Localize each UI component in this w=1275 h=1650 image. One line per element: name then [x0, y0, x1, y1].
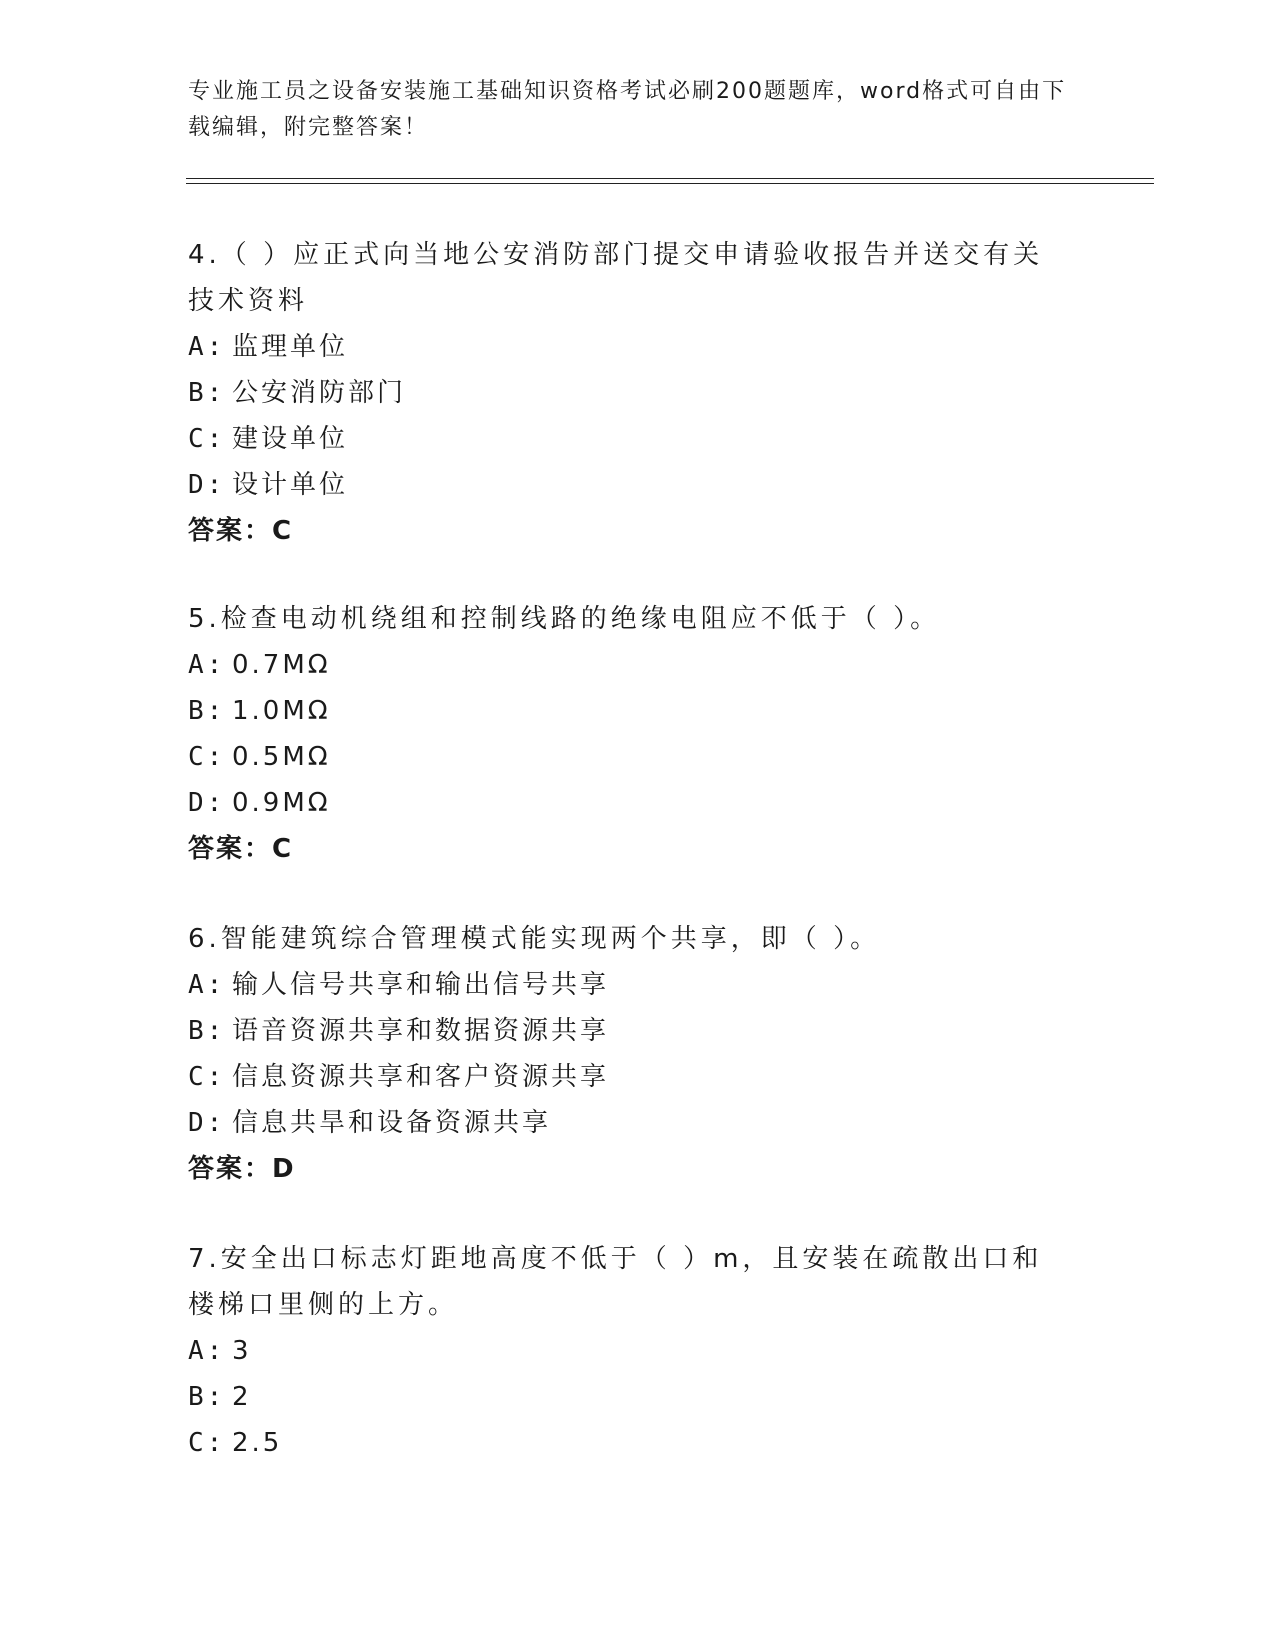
option-text: 输人信号共享和输出信号共享 — [232, 970, 610, 1000]
question-stem: 6.智能建筑综合管理模式能实现两个共享，即（ ）。 — [188, 924, 881, 954]
answer-label: 答案：C — [188, 834, 294, 864]
option-text: 0.9MΩ — [232, 788, 331, 818]
option-a — [188, 642, 1068, 688]
option-letter: C: — [188, 742, 226, 772]
option-a — [188, 324, 1068, 370]
question-4 — [188, 232, 1068, 554]
option-text: 建设单位 — [232, 424, 349, 454]
option-letter: A: — [188, 970, 226, 1000]
option-c — [188, 1054, 1068, 1100]
answer-label: 答案：D — [188, 1154, 296, 1184]
option-letter: D: — [188, 788, 226, 818]
option-d — [188, 1100, 1068, 1146]
option-letter: C: — [188, 424, 226, 454]
option-letter: A: — [188, 1336, 226, 1366]
option-text: 信息资源共享和客户资源共享 — [232, 1062, 610, 1092]
option-letter: D: — [188, 1108, 226, 1138]
option-letter: D: — [188, 470, 226, 500]
option-letter: B: — [188, 1016, 226, 1046]
question-5 — [188, 596, 1068, 872]
option-text: 0.7MΩ — [232, 650, 331, 680]
document-header: 专业施工员之设备安装施工基础知识资格考试必刷200题题库，word格式可自由下载编辑，附完整答案！ — [188, 79, 1067, 140]
option-letter: B: — [188, 378, 226, 408]
option-text: 监理单位 — [232, 332, 349, 362]
question-stem: 5.检查电动机绕组和控制线路的绝缘电阻应不低于（ ）。 — [188, 604, 941, 634]
option-c — [188, 1420, 1068, 1466]
option-text: 2 — [232, 1382, 252, 1412]
question-stem: 4.（ ）应正式向当地公安消防部门提交申请验收报告并送交有关技术资料 — [188, 240, 1044, 316]
option-letter: C: — [188, 1428, 226, 1458]
option-a — [188, 1328, 1068, 1374]
option-letter: C: — [188, 1062, 226, 1092]
option-text: 0.5MΩ — [232, 742, 331, 772]
option-a — [188, 962, 1068, 1008]
option-d — [188, 462, 1068, 508]
option-text: 公安消防部门 — [232, 378, 407, 408]
option-letter: A: — [188, 332, 226, 362]
option-b — [188, 1008, 1068, 1054]
option-text: 语音资源共享和数据资源共享 — [232, 1016, 610, 1046]
option-text: 设计单位 — [232, 470, 349, 500]
option-text: 1.0MΩ — [232, 696, 331, 726]
option-letter: B: — [188, 1382, 226, 1412]
option-text: 信息共旱和设备资源共享 — [232, 1108, 552, 1138]
option-text: 3 — [232, 1336, 252, 1366]
question-stem: 7.安全出口标志灯距地高度不低于（ ）m，且安装在疏散出口和楼梯口里侧的上方。 — [188, 1244, 1043, 1320]
option-text: 2.5 — [232, 1428, 283, 1458]
option-b — [188, 370, 1068, 416]
option-d — [188, 780, 1068, 826]
option-c — [188, 734, 1068, 780]
question-7 — [188, 1236, 1068, 1466]
option-b — [188, 1374, 1068, 1420]
option-c — [188, 416, 1068, 462]
header-divider-top — [186, 178, 1154, 179]
answer-label: 答案：C — [188, 516, 294, 546]
option-letter: A: — [188, 650, 226, 680]
header-divider-bottom — [186, 183, 1154, 184]
question-6 — [188, 916, 1068, 1192]
option-b — [188, 688, 1068, 734]
option-letter: B: — [188, 696, 226, 726]
